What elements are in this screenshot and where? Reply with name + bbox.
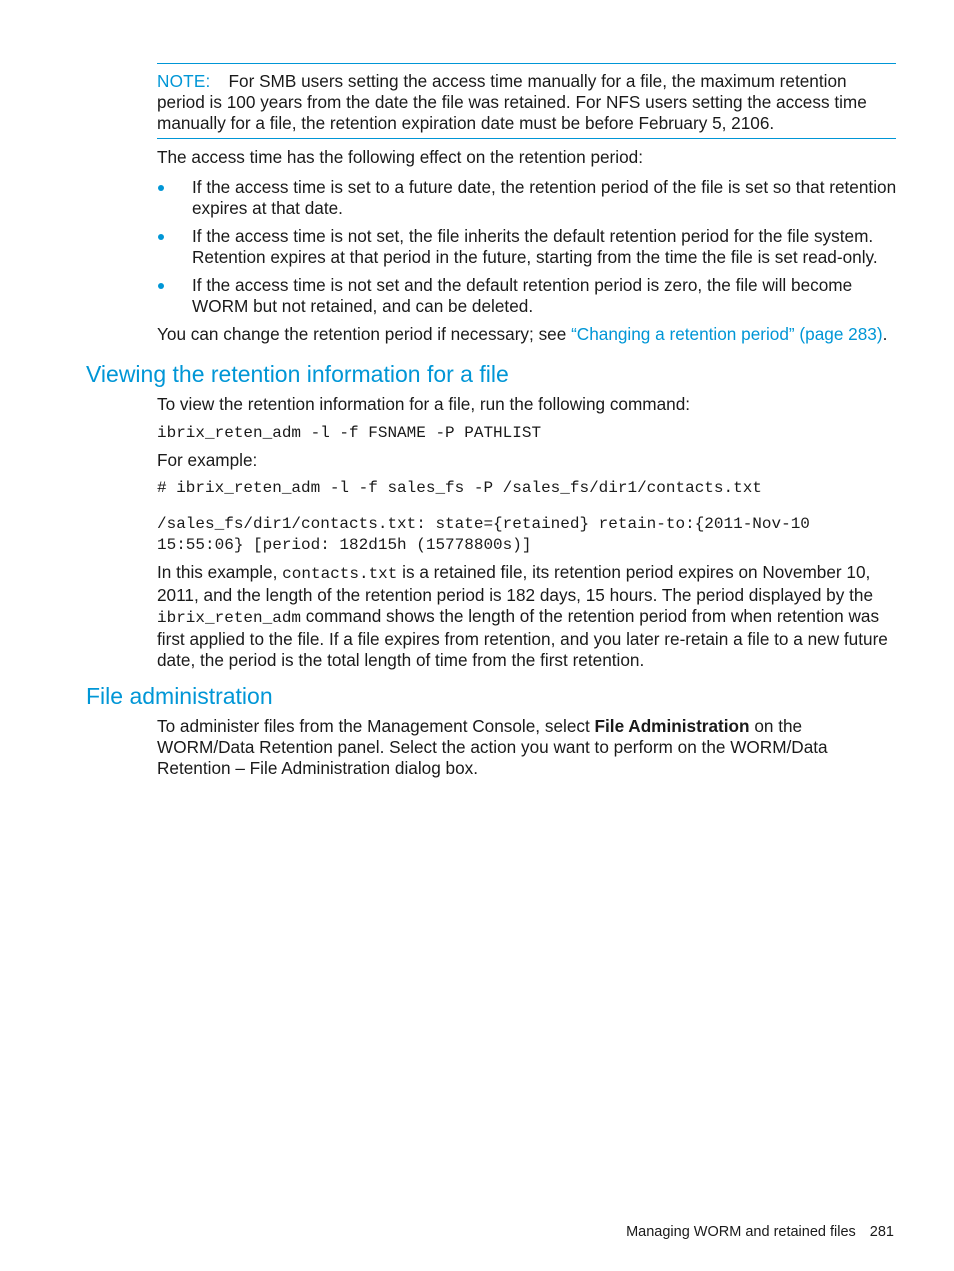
- effects-list: [157, 177, 897, 317]
- example-explanation: In this example, contacts.txt is a retained file, its retention period expires on November 10, 2011, and the length of the retention period is 182 days, 15 hours. The period displayed by the ibrix_reten_adm command shows the length of the retention period from when retention was first applied to the file. If a file expires from retention, and you later re-retain a file to a new future date, the period is the total length of time from the first retention.: [157, 562, 888, 670]
- example-command: # ibrix_reten_adm -l -f sales_fs -P /sales_fs/dir1/contacts.txt: [157, 479, 762, 497]
- section-heading-viewing: Viewing the retention information for a file: [86, 361, 509, 387]
- command-syntax: ibrix_reten_adm -l -f FSNAME -P PATHLIST: [157, 424, 542, 442]
- example-output: [157, 514, 917, 556]
- code-command: ibrix_reten_adm: [157, 609, 302, 627]
- section-heading-file-admin: File administration: [86, 683, 273, 709]
- list-item: If the access time is set to a future date, the retention period of the file is set so that retention expires at that date.: [157, 177, 897, 219]
- ui-term-bold: File Administration: [594, 716, 750, 736]
- bullet-icon: [158, 234, 164, 240]
- output-line: /sales_fs/dir1/contacts.txt: state={retained} retain-to:{2011-Nov-10: [157, 515, 810, 533]
- note-text: For SMB users setting the access time manually for a file, the maximum retention period is 100 years from the date the file was retained. For NFS users setting the access time manually for a file, the retention expiration date must be before February 5, 2106.: [157, 71, 867, 133]
- output-line: 15:55:06} [period: 182d15h (15778800s)]: [157, 536, 532, 554]
- page-footer: [626, 1222, 894, 1242]
- note-box: [157, 63, 896, 139]
- changing-retention-link[interactable]: “Changing a retention period” (page 283): [571, 324, 883, 344]
- bullet-icon: [158, 283, 164, 289]
- list-item: If the access time is not set and the default retention period is zero, the file will become WORM but not retained, and can be deleted.: [157, 275, 897, 317]
- for-example-label: For example:: [157, 450, 258, 470]
- file-admin-text: To administer files from the Management Console, select File Administration on the WORM/Data Retention panel. Select the action you want to perform on the WORM/Data Retention – File Administration dialog box.: [157, 716, 828, 778]
- footer-title: Managing WORM and retained files: [626, 1224, 856, 1240]
- view-intro: To view the retention information for a file, run the following command:: [157, 394, 691, 414]
- code-filename: contacts.txt: [282, 565, 398, 583]
- access-time-intro: The access time has the following effect on the retention period:: [157, 147, 643, 167]
- note-label: NOTE:: [157, 71, 211, 91]
- bullet-icon: [158, 185, 164, 191]
- page-number: 281: [869, 1224, 894, 1240]
- list-item: If the access time is not set, the file inherits the default retention period for the file system. Retention expires at that period in the future, starting from the time the file is set read-only.: [157, 226, 897, 268]
- change-retention-text: You can change the retention period if necessary; see “Changing a retention period” (page 283).: [157, 324, 888, 344]
